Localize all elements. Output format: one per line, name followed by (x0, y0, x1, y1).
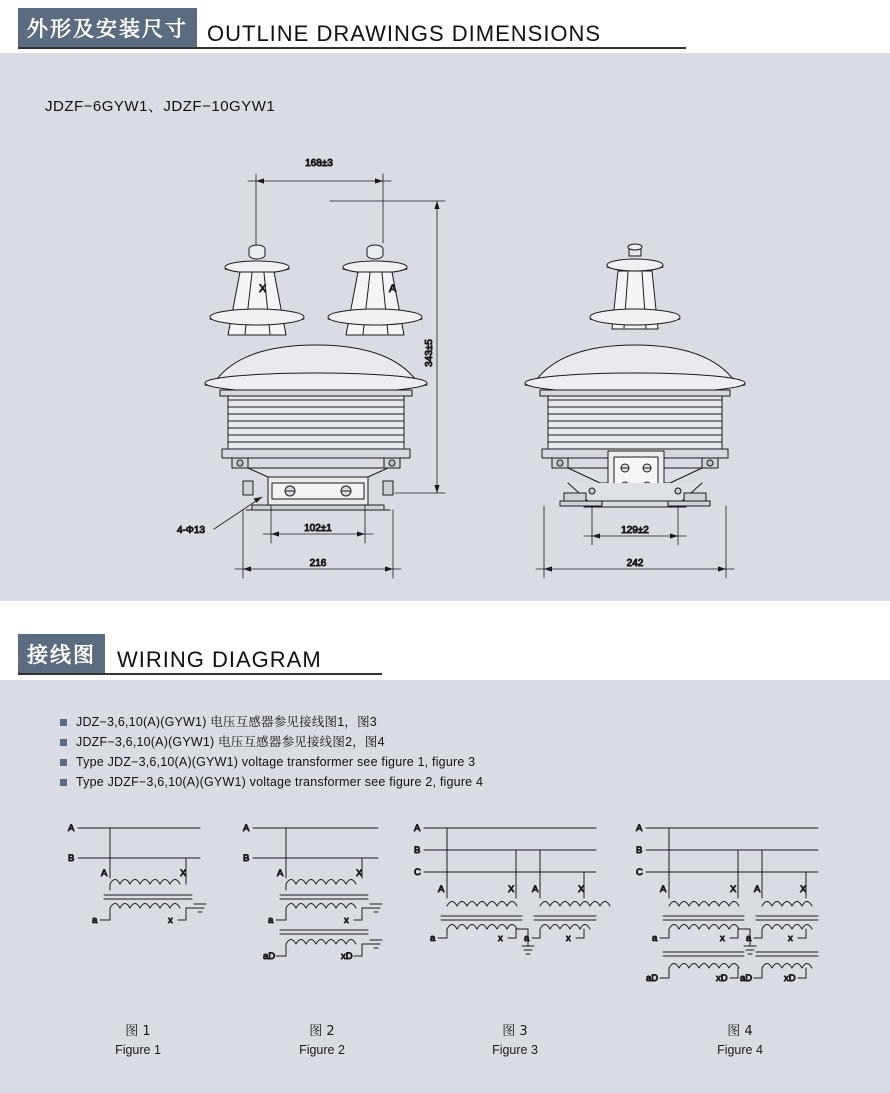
figure-2-schematic (243, 823, 382, 962)
wiring-header-rule (18, 673, 382, 675)
svg-text:A: A (438, 884, 445, 895)
svg-text:A: A (101, 868, 108, 879)
svg-text:B: B (414, 845, 421, 856)
outline-section-header (18, 8, 601, 49)
figure-caption (262, 1023, 382, 1059)
figure-3-schematic (414, 823, 610, 954)
svg-text:B: B (636, 845, 643, 856)
wiring-title-cn: 接线图 (18, 634, 105, 675)
svg-text:B: B (68, 853, 75, 864)
svg-text:A: A (636, 823, 643, 834)
svg-text:a: a (430, 933, 436, 944)
wiring-title-en: WIRING DIAGRAM (117, 647, 322, 672)
note-text: Type JDZ−3,6,10(A)(GYW1) voltage transformer see figure 1, figure 3 (76, 755, 476, 769)
figure-caption-cn: 图 2 (309, 1024, 335, 1039)
figure-caption-cn: 图 3 (502, 1024, 528, 1039)
figure-caption-cn: 图 4 (727, 1024, 753, 1039)
model-label: JDZF−6GYW1、JDZF−10GYW1 (45, 98, 276, 115)
outline-title-cn: 外形及安装尺寸 (18, 8, 197, 49)
dim-hole-note: 4-Φ13 (177, 525, 205, 536)
svg-text:A: A (277, 868, 284, 879)
svg-text:a: a (746, 933, 752, 944)
dim-base-width: 216 (309, 558, 327, 569)
figure-caption (455, 1023, 575, 1059)
svg-text:X: X (730, 884, 737, 895)
terminal-label-x: X (259, 283, 267, 295)
svg-text:xD: xD (341, 951, 353, 962)
svg-text:a: a (524, 933, 530, 944)
svg-text:xD: xD (784, 973, 796, 984)
figure-caption-en: Figure 2 (299, 1043, 345, 1057)
svg-text:aD: aD (740, 973, 753, 984)
svg-text:A: A (754, 884, 761, 895)
svg-text:A: A (660, 884, 667, 895)
outline-title-en: OUTLINE DRAWINGS DIMENSIONS (207, 21, 602, 46)
svg-text:X: X (180, 868, 187, 879)
svg-text:X: X (800, 884, 807, 895)
svg-text:X: X (578, 884, 585, 895)
figure-4-schematic (636, 823, 818, 984)
note-text: JDZF−3,6,10(A)(GYW1) 电压互感器参见接线图2，图4 (76, 735, 385, 749)
figure-caption (78, 1023, 198, 1059)
svg-text:a: a (652, 933, 658, 944)
note-text: Type JDZF−3,6,10(A)(GYW1) voltage transformer see figure 2, figure 4 (76, 775, 484, 789)
outline-header-rule (18, 47, 686, 49)
figure-caption-en: Figure 4 (717, 1043, 763, 1057)
svg-text:a: a (92, 915, 98, 926)
svg-text:X: X (508, 884, 515, 895)
figure-1-schematic (68, 823, 206, 926)
svg-text:A: A (243, 823, 250, 834)
dim-right-mount-pitch: 129±2 (621, 525, 649, 536)
svg-text:x: x (498, 933, 503, 944)
figure-caption-cn: 图 1 (125, 1024, 151, 1039)
svg-text:x: x (168, 915, 173, 926)
outline-drawing (0, 53, 890, 601)
svg-text:C: C (414, 867, 421, 878)
svg-text:x: x (720, 933, 725, 944)
figure-caption-en: Figure 3 (492, 1043, 538, 1057)
svg-text:a: a (268, 915, 274, 926)
svg-text:A: A (414, 823, 421, 834)
wiring-section-header (18, 634, 322, 675)
svg-text:aD: aD (263, 951, 276, 962)
svg-text:aD: aD (646, 973, 659, 984)
note-text: JDZ−3,6,10(A)(GYW1) 电压互感器参见接线图1，图3 (76, 715, 377, 729)
terminal-label-a: A (389, 283, 397, 295)
svg-text:C: C (636, 867, 643, 878)
svg-text:x: x (788, 933, 793, 944)
svg-text:A: A (532, 884, 539, 895)
dim-mount-pitch: 102±1 (304, 523, 332, 534)
dim-right-base-width: 242 (626, 558, 644, 569)
dim-top-width: 168±3 (305, 158, 333, 169)
figure-caption-en: Figure 1 (115, 1043, 161, 1057)
dim-height: 343±5 (424, 339, 435, 367)
svg-text:X: X (356, 868, 363, 879)
svg-text:x: x (344, 915, 349, 926)
svg-text:B: B (243, 853, 250, 864)
svg-text:A: A (68, 823, 75, 834)
figure-caption (680, 1023, 800, 1059)
svg-text:x: x (566, 933, 571, 944)
svg-text:xD: xD (716, 973, 728, 984)
